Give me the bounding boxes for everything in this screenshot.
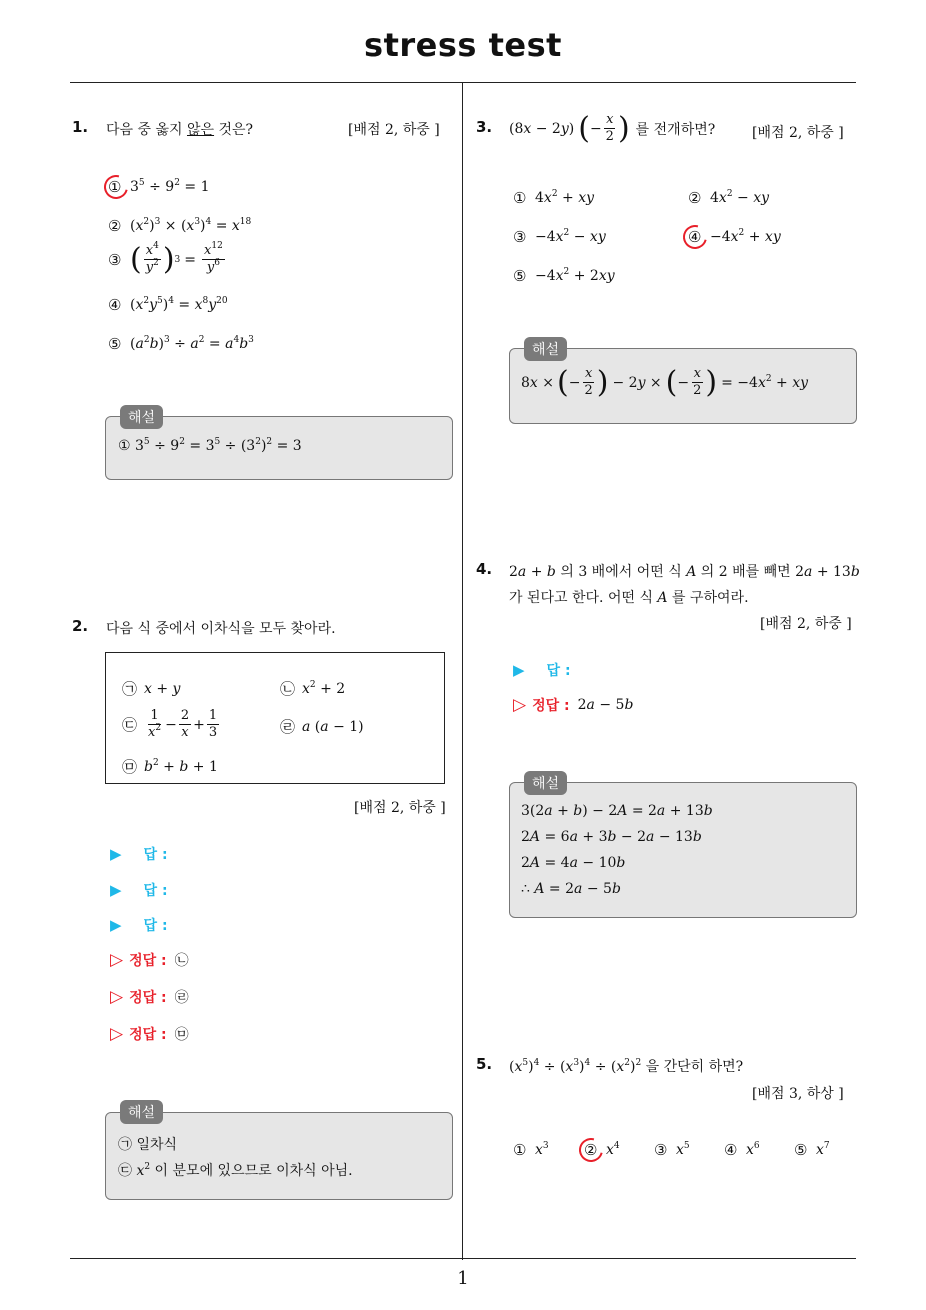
q2-explanation-tag: 해설 (120, 1100, 163, 1124)
q1-option-3[interactable]: ③ ( $\frac{x^4}{y^2}$ ) 3 = $\frac{x^{12}}{y^6}$ (108, 241, 223, 277)
q3-option-1[interactable]: ① $4x^2$ + xy (513, 189, 595, 207)
q2-correct-3: ▷ 정답 : ㉤ (110, 1024, 189, 1044)
q3-explanation-text: 8x × ( − $\frac{x}{2}$ ) − 2y × ( − $\frac{x}{2}$ ) = $-4x^2$ + xy (521, 364, 809, 400)
q2-choice-e: ㉤ $b^2 + b + 1$ (122, 757, 218, 776)
q3-option-3[interactable]: ③ $-4x^2$ − xy (513, 228, 606, 246)
q1-option-1[interactable]: ① $3^5 \div 9^2 = 1$ (108, 178, 210, 196)
q2-score: [배점 2, 하중 ] (354, 800, 446, 816)
q2-choice-d: ㉣ a (a − 1) (280, 718, 364, 736)
q5-option-4[interactable]: ④ $x^6$ (724, 1141, 760, 1159)
q3-option-5[interactable]: ⑤ $-4x^2 + 2xy$ (513, 267, 615, 285)
q5-number: 5. (476, 1055, 493, 1073)
q2-correct-2: ▷ 정답 : ㉣ (110, 987, 189, 1007)
q4-explanation-line1: 3(2a + b) − 2A = 2a + 13b (521, 803, 713, 819)
q4-explanation-line2: 2A = 6a + 3b − 2a − 13b (521, 829, 702, 845)
q1-score: [배점 2, 하중 ] (348, 122, 440, 138)
column-divider (462, 83, 463, 1260)
q1-option-2[interactable]: ② $(x^2)^3 \times (x^3)^4 = x^{18}$ (108, 217, 252, 235)
q3-number: 3. (476, 118, 493, 136)
q2-choice-b: ㉡ $x^2 + 2$ (280, 679, 346, 698)
q4-explanation-line4: ∴ A = 2a − 5b (521, 881, 621, 897)
q4-score: [배점 2, 하중 ] (760, 616, 852, 632)
q4-question-line1: 2a + b 의 3 배에서 어떤 식 A 의 2 배를 빼면 2a + 13b (509, 564, 860, 580)
page-title: stress test (364, 26, 562, 64)
q2-choice-a: ㉠ x + y (122, 680, 181, 698)
q4-explanation-line3: 2A = 4a − 10b (521, 855, 626, 871)
q4-number: 4. (476, 560, 493, 578)
q2-answer-1[interactable]: ▶ 답 : (110, 845, 168, 863)
header-rule (70, 82, 856, 83)
q1-question: 다음 중 옳지 않은 것은? (106, 122, 254, 138)
q4-explanation-tag: 해설 (524, 771, 567, 795)
q3-option-4[interactable]: ④ $-4x^2$ + xy (688, 228, 781, 246)
q2-correct-1: ▷ 정답 : ㉡ (110, 950, 189, 970)
q5-question: $(x^5)^4 \div (x^3)^4 \div (x^2)^2$ 을 간단히 하면? (509, 1058, 744, 1075)
q1-option-5[interactable]: ⑤ $(a^2b)^3 \div a^2 = a^4b^3$ (108, 335, 254, 353)
q3-question: (8x − 2y) ( − $\frac{x}{2}$ ) 를 전개하면? (509, 110, 716, 146)
footer-rule (70, 1258, 856, 1259)
q2-answer-3[interactable]: ▶ 답 : (110, 916, 168, 934)
q3-option-2[interactable]: ② $4x^2$ − xy (688, 189, 770, 207)
q5-score: [배점 3, 하상 ] (752, 1086, 844, 1102)
q1-number: 1. (72, 118, 89, 136)
q2-choice-c: ㉢ $\frac{1}{x^2}$ − $\frac{2}{x}$ + $\frac{1}{3}$ (122, 708, 218, 740)
q2-question: 다음 식 중에서 이차식을 모두 찾아라. (106, 621, 336, 637)
q5-option-1[interactable]: ① $x^3$ (513, 1141, 549, 1159)
q1-explanation-tag: 해설 (120, 405, 163, 429)
q2-explanation-line1: ㉠ 일차식 (118, 1137, 178, 1153)
q2-answer-2[interactable]: ▶ 답 : (110, 881, 168, 899)
q2-explanation-line2: ㉢ $x^2$ 이 분모에 있으므로 이차식 아님. (118, 1162, 353, 1179)
q2-explanation-box (105, 1112, 453, 1200)
q1-option-4[interactable]: ④ $(x^2y^5)^4 = x^8y^{20}$ (108, 296, 228, 314)
q5-option-5[interactable]: ⑤ $x^7$ (794, 1141, 830, 1159)
q3-score: [배점 2, 하중 ] (752, 125, 844, 141)
q4-answer[interactable]: ▶ 답 : (513, 661, 571, 679)
q5-option-3[interactable]: ③ $x^5$ (654, 1141, 690, 1159)
q3-explanation-tag: 해설 (524, 337, 567, 361)
q1-explanation-text: ① $3^5 \div 9^2 = 3^5 \div (3^2)^2 = 3$ (118, 437, 302, 454)
q4-question-line2: 가 된다고 한다. 어떤 식 A 를 구하여라. (509, 590, 749, 606)
q5-option-2[interactable]: ② $x^4$ (584, 1141, 620, 1159)
page-number: 1 (457, 1268, 469, 1289)
q2-number: 2. (72, 617, 89, 635)
q4-correct: ▷ 정답 : 2a − 5b (513, 695, 634, 715)
